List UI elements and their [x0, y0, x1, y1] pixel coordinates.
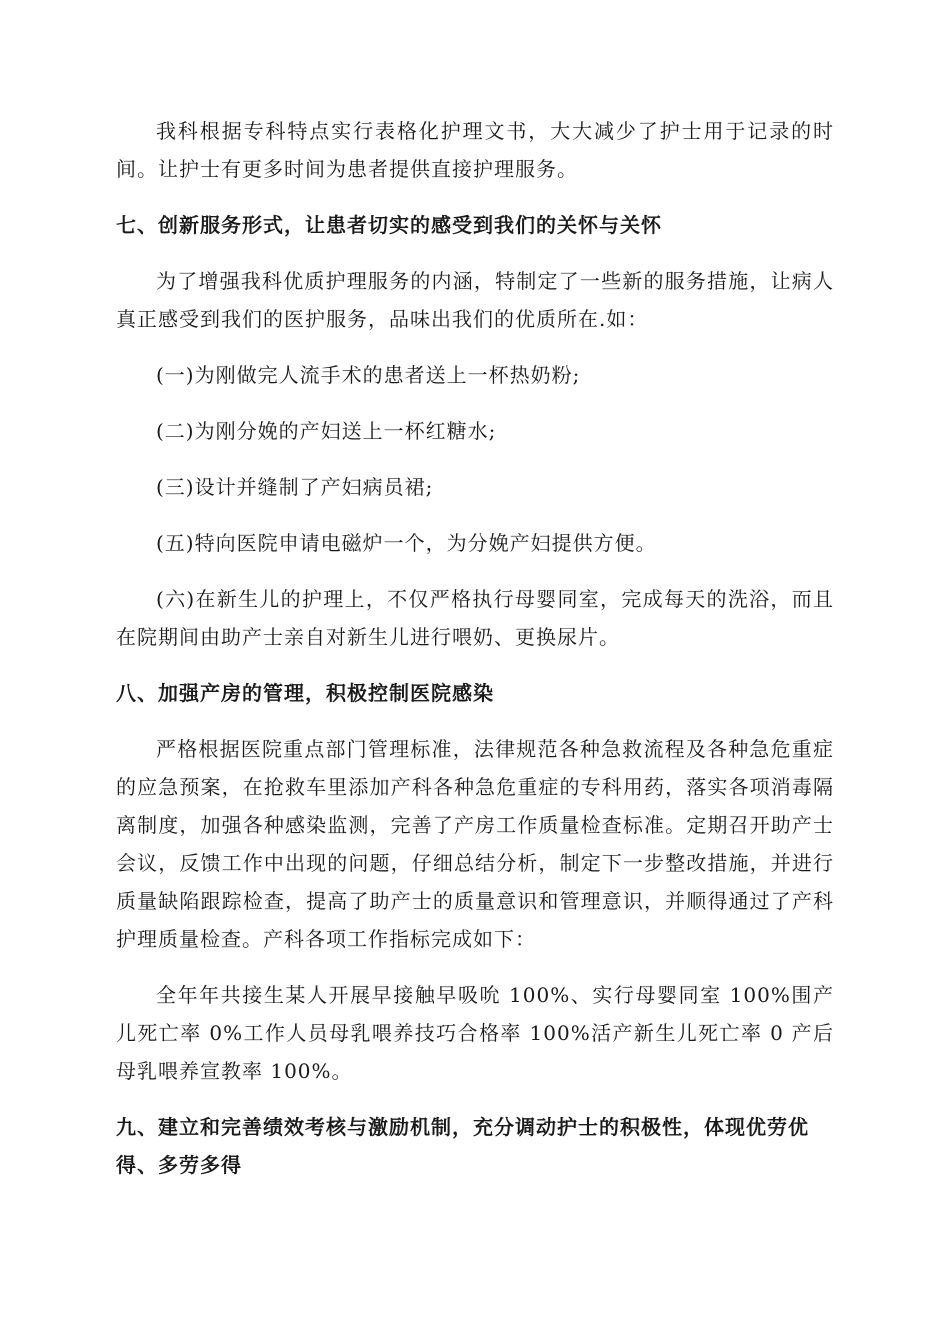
list-item-5: (五)特向医院申请电磁炉一个，为分娩产妇提供方便。: [156, 531, 657, 555]
paragraph-documentation: 我科根据专科特点实行表格化护理文书，大大减少了护士用于记录的时间。让护士有更多时间为患者提供直接护理服务。: [116, 119, 834, 181]
list-item-6: (六)在新生儿的护理上，不仅严格执行母婴同室，完成每天的洗浴，而且在院期间由助产士亲自对新生儿进行喂奶、更换尿片。: [116, 587, 834, 649]
list-item-2: (二)为刚分娩的产妇送上一杯红糖水;: [156, 419, 497, 443]
paragraph-service-measures: 为了增强我科优质护理服务的内涵，特制定了一些新的服务措施，让病人真正感受到我们的医护服务，品味出我们的优质所在.如：: [116, 269, 834, 331]
list-item-3: (三)设计并缝制了产妇病员裙;: [156, 475, 434, 499]
list-item-1: (一)为刚做完人流手术的患者送上一杯热奶粉;: [156, 363, 581, 387]
section-heading-9: 九、建立和完善绩效考核与激励机制，充分调动护士的积极性，体现优劳优得、多劳多得: [116, 1115, 809, 1177]
section-heading-7: 七、创新服务形式，让患者切实的感受到我们的关怀与关怀: [116, 213, 662, 237]
paragraph-delivery-room: 严格根据医院重点部门管理标准，法律规范各种急救流程及各种急危重症的应急预案，在抢救车里添加产科各种急危重症的专科用药，落实各项消毒隔离制度，加强各种感染监测，完善了产房工作质量检查标准。定期召开助产士会议，反馈工作中出现的问题，仔细总结分析，制定下一步整改措施，并进行质量缺陷跟踪检查，提高了助产士的质量意识和管理意识，并顺得通过了产科护理质量检查。产科各项工作指标完成如下：: [116, 737, 834, 951]
document-body: [116, 112, 834, 1202]
paragraph-indicators: 全年年共接生某人开展早接触早吸吮 100%、实行母婴同室 100%围产儿死亡率 0%工作人员母乳喂养技巧合格率 100%活产新生儿死亡率 0 产后母乳喂养宣教率 100%。: [116, 983, 834, 1083]
section-heading-8: 八、加强产房的管理，积极控制医院感染: [116, 681, 494, 705]
